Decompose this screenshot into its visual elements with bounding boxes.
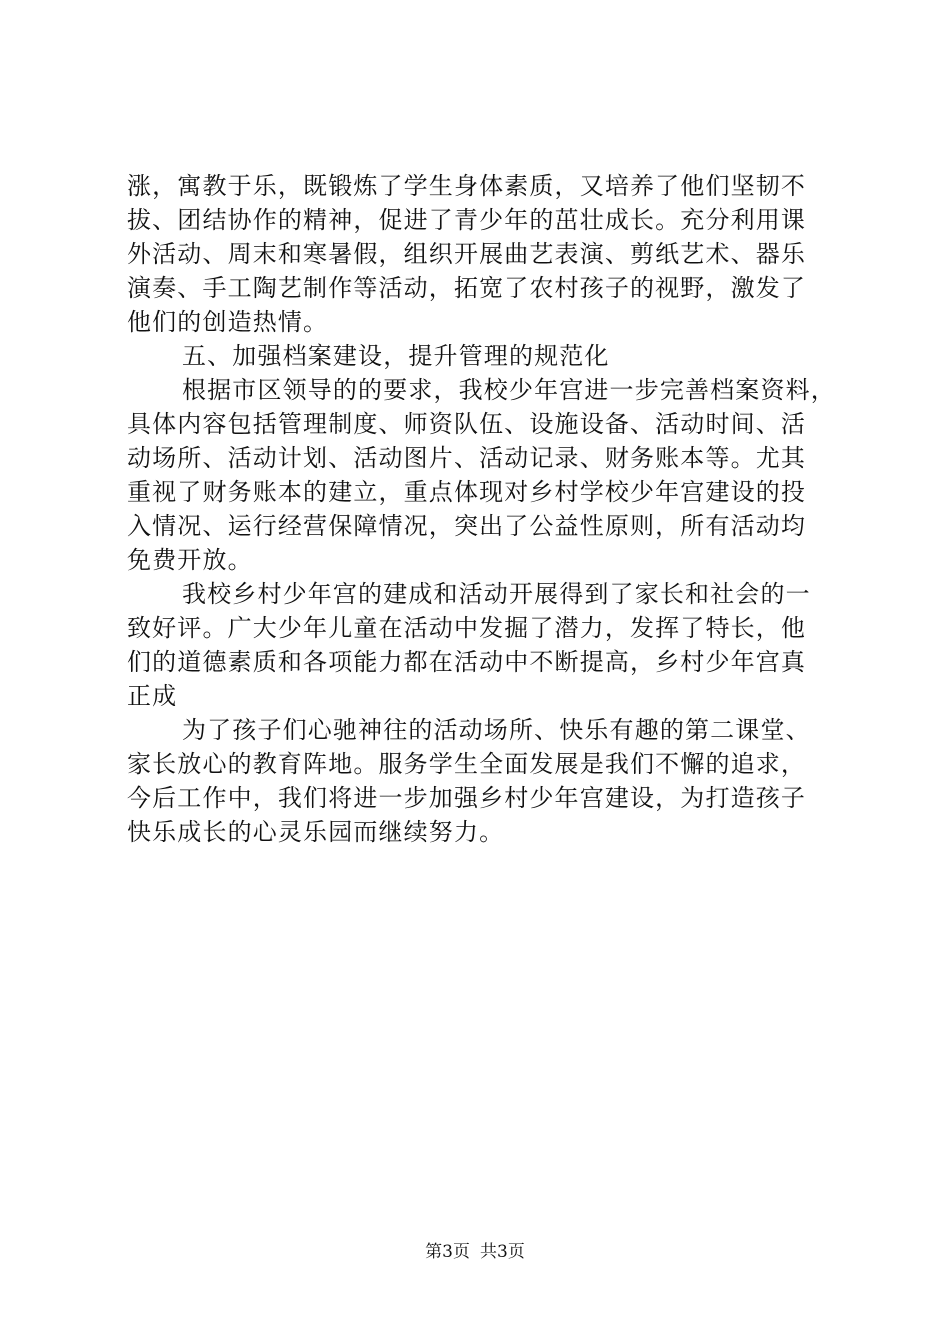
page-number: 第3页 bbox=[425, 1242, 470, 1262]
text-line: 今后工作中，我们将进一步加强乡村少年宫建设，为打造孩子 bbox=[127, 784, 807, 812]
text-line: 重视了财务账本的建立，重点体现对乡村学校少年宫建设的投 bbox=[127, 478, 807, 506]
text-line: 外活动、周末和寒暑假，组织开展曲艺表演、剪纸艺术、器乐 bbox=[127, 240, 807, 268]
document-body bbox=[127, 169, 836, 849]
page-total: 共3页 bbox=[480, 1242, 525, 1262]
text-line: 快乐成长的心灵乐园而继续努力。 bbox=[127, 818, 505, 846]
paragraph-first-line: 我校乡村少年宫的建成和活动开展得到了家长和社会的一 bbox=[182, 580, 811, 608]
text-line: 致好评。广大少年儿童在活动中发掘了潜力，发挥了特长，他 bbox=[127, 614, 807, 642]
section-heading: 五、加强档案建设，提升管理的规范化 bbox=[182, 342, 610, 370]
text-line: 拔、团结协作的精神，促进了青少年的茁壮成长。充分利用课 bbox=[127, 206, 807, 234]
text-line: 入情况、运行经营保障情况，突出了公益性原则，所有活动均 bbox=[127, 512, 807, 540]
text-line: 涨，寓教于乐，既锻炼了学生身体素质，又培养了他们坚韧不 bbox=[127, 172, 807, 200]
text-line: 动场所、活动计划、活动图片、活动记录、财务账本等。尤其 bbox=[127, 444, 807, 472]
paragraph-first-line: 为了孩子们心驰神往的活动场所、快乐有趣的第二课堂、 bbox=[182, 716, 811, 744]
text-line: 具体内容包括管理制度、师资队伍、设施设备、活动时间、活 bbox=[127, 410, 807, 438]
text-line: 正成 bbox=[127, 682, 178, 710]
text-line: 演奏、手工陶艺制作等活动，拓宽了农村孩子的视野，激发了 bbox=[127, 274, 807, 302]
text-line: 免费开放。 bbox=[127, 546, 253, 574]
text-line: 们的道德素质和各项能力都在活动中不断提高，乡村少年宫真 bbox=[127, 648, 807, 676]
text-line: 他们的创造热情。 bbox=[127, 308, 329, 336]
paragraph-first-line: 根据市区领导的的要求，我校少年宫进一步完善档案资料， bbox=[182, 376, 836, 404]
text-line: 家长放心的教育阵地。服务学生全面发展是我们不懈的追求， bbox=[127, 750, 807, 778]
page-footer bbox=[0, 1241, 950, 1263]
